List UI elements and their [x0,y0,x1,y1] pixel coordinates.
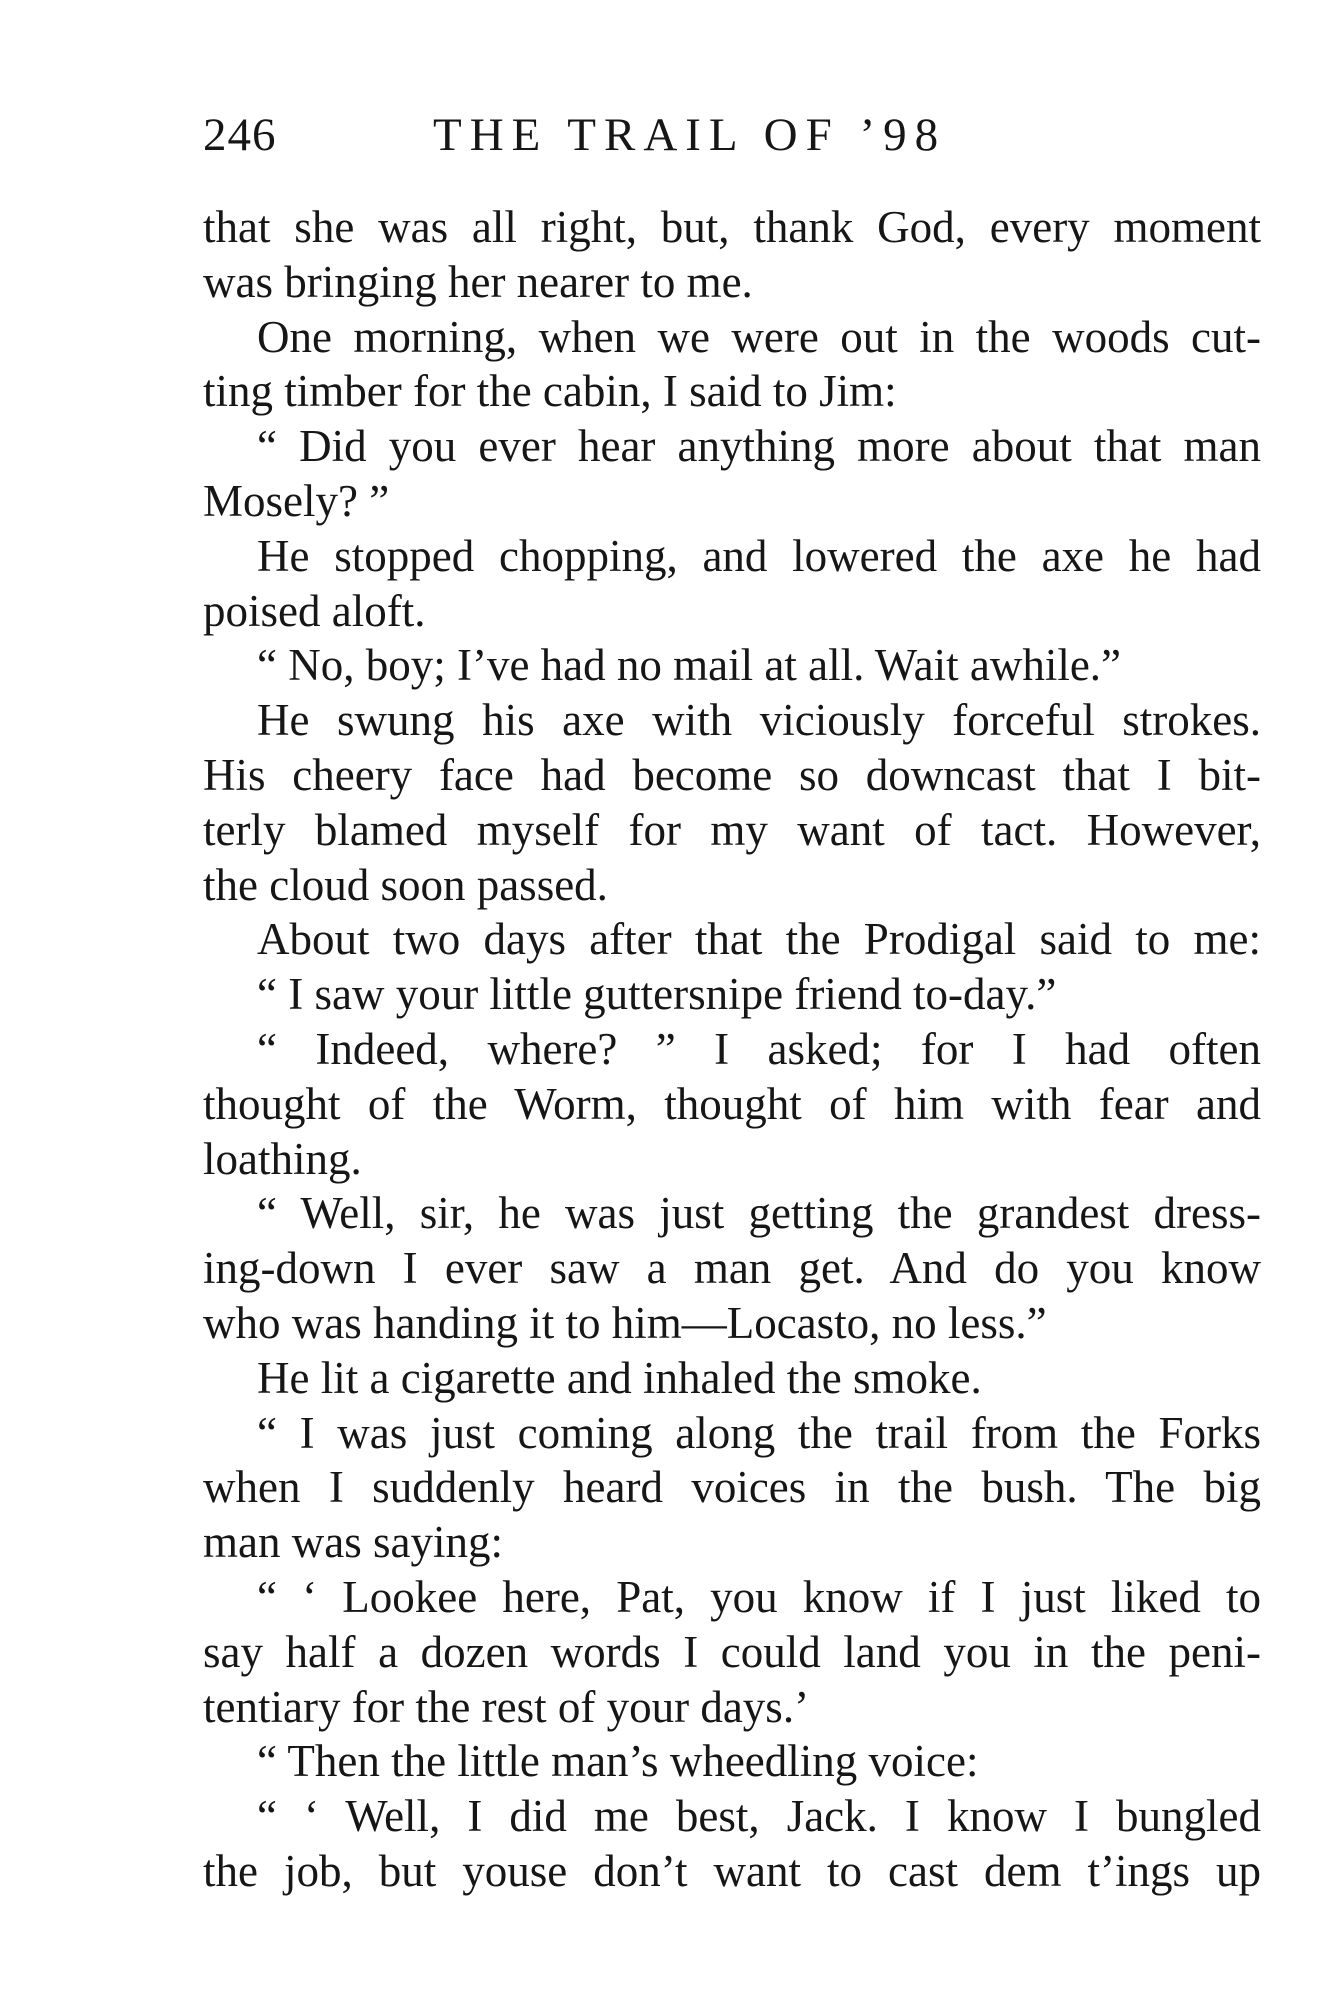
text-line: man was saying: [203,1517,503,1568]
text-line: the cloud soon passed. [203,859,608,910]
text-line: “ ‘ Well, I did me best, Jack. I know I bungled [257,1791,1261,1842]
text-line: “ I was just coming along the trail from the Forks [257,1407,1261,1458]
text-line: thought of the Worm, thought of him with fear and [203,1078,1261,1129]
running-title: THE TRAIL OF ’98 [433,109,947,161]
text-line: when I suddenly heard voices in the bush. The big [203,1462,1261,1513]
text-line: ing-down I ever saw a man get. And do you know [203,1243,1261,1294]
text-line: loathing. [203,1133,362,1184]
text-line: He lit a cigarette and inhaled the smoke. [257,1352,982,1403]
text-line: “ Did you ever hear anything more about that man [257,421,1261,472]
text-line: ting timber for the cabin, I said to Jim: [203,366,897,417]
page-header [203,100,1263,170]
text-line: “ Indeed, where? ” I asked; for I had often [257,1023,1261,1074]
text-line: His cheery face had become so downcast that I bit- [203,749,1261,800]
text-line: poised aloft. [203,585,426,636]
text-line: was bringing her nearer to me. [203,256,753,307]
text-line: About two days after that the Prodigal said to me: [257,914,1261,965]
text-line: One morning, when we were out in the woods cut- [257,311,1261,362]
text-line: “ ‘ Lookee here, Pat, you know if I just liked to [257,1571,1261,1622]
text-line: that she was all right, but, thank God, every moment [203,202,1261,252]
text-line: He swung his axe with viciously forceful strokes. [257,695,1261,746]
text-line: Mosely? ” [203,475,390,526]
text-line: “ Then the little man’s wheedling voice: [257,1736,979,1787]
text-line: He stopped chopping, and lowered the axe he had [257,530,1261,581]
text-line: “ Well, sir, he was just getting the grandest dress- [257,1188,1261,1239]
text-line: say half a dozen words I could land you in the peni- [203,1626,1261,1677]
text-line: who was handing it to him—Locasto, no less.” [203,1297,1047,1348]
text-line: terly blamed myself for my want of tact. However, [203,804,1261,855]
body-text [203,200,1261,1899]
text-line: “ No, boy; I’ve had no mail at all. Wait awhile.” [257,640,1122,691]
page-number: 246 [203,109,277,161]
text-line: “ I saw your little guttersnipe friend to-day.” [257,969,1057,1020]
text-line: the job, but youse don’t want to cast dem t’ings up [203,1845,1261,1896]
text-line: tentiary for the rest of your days.’ [203,1681,810,1732]
